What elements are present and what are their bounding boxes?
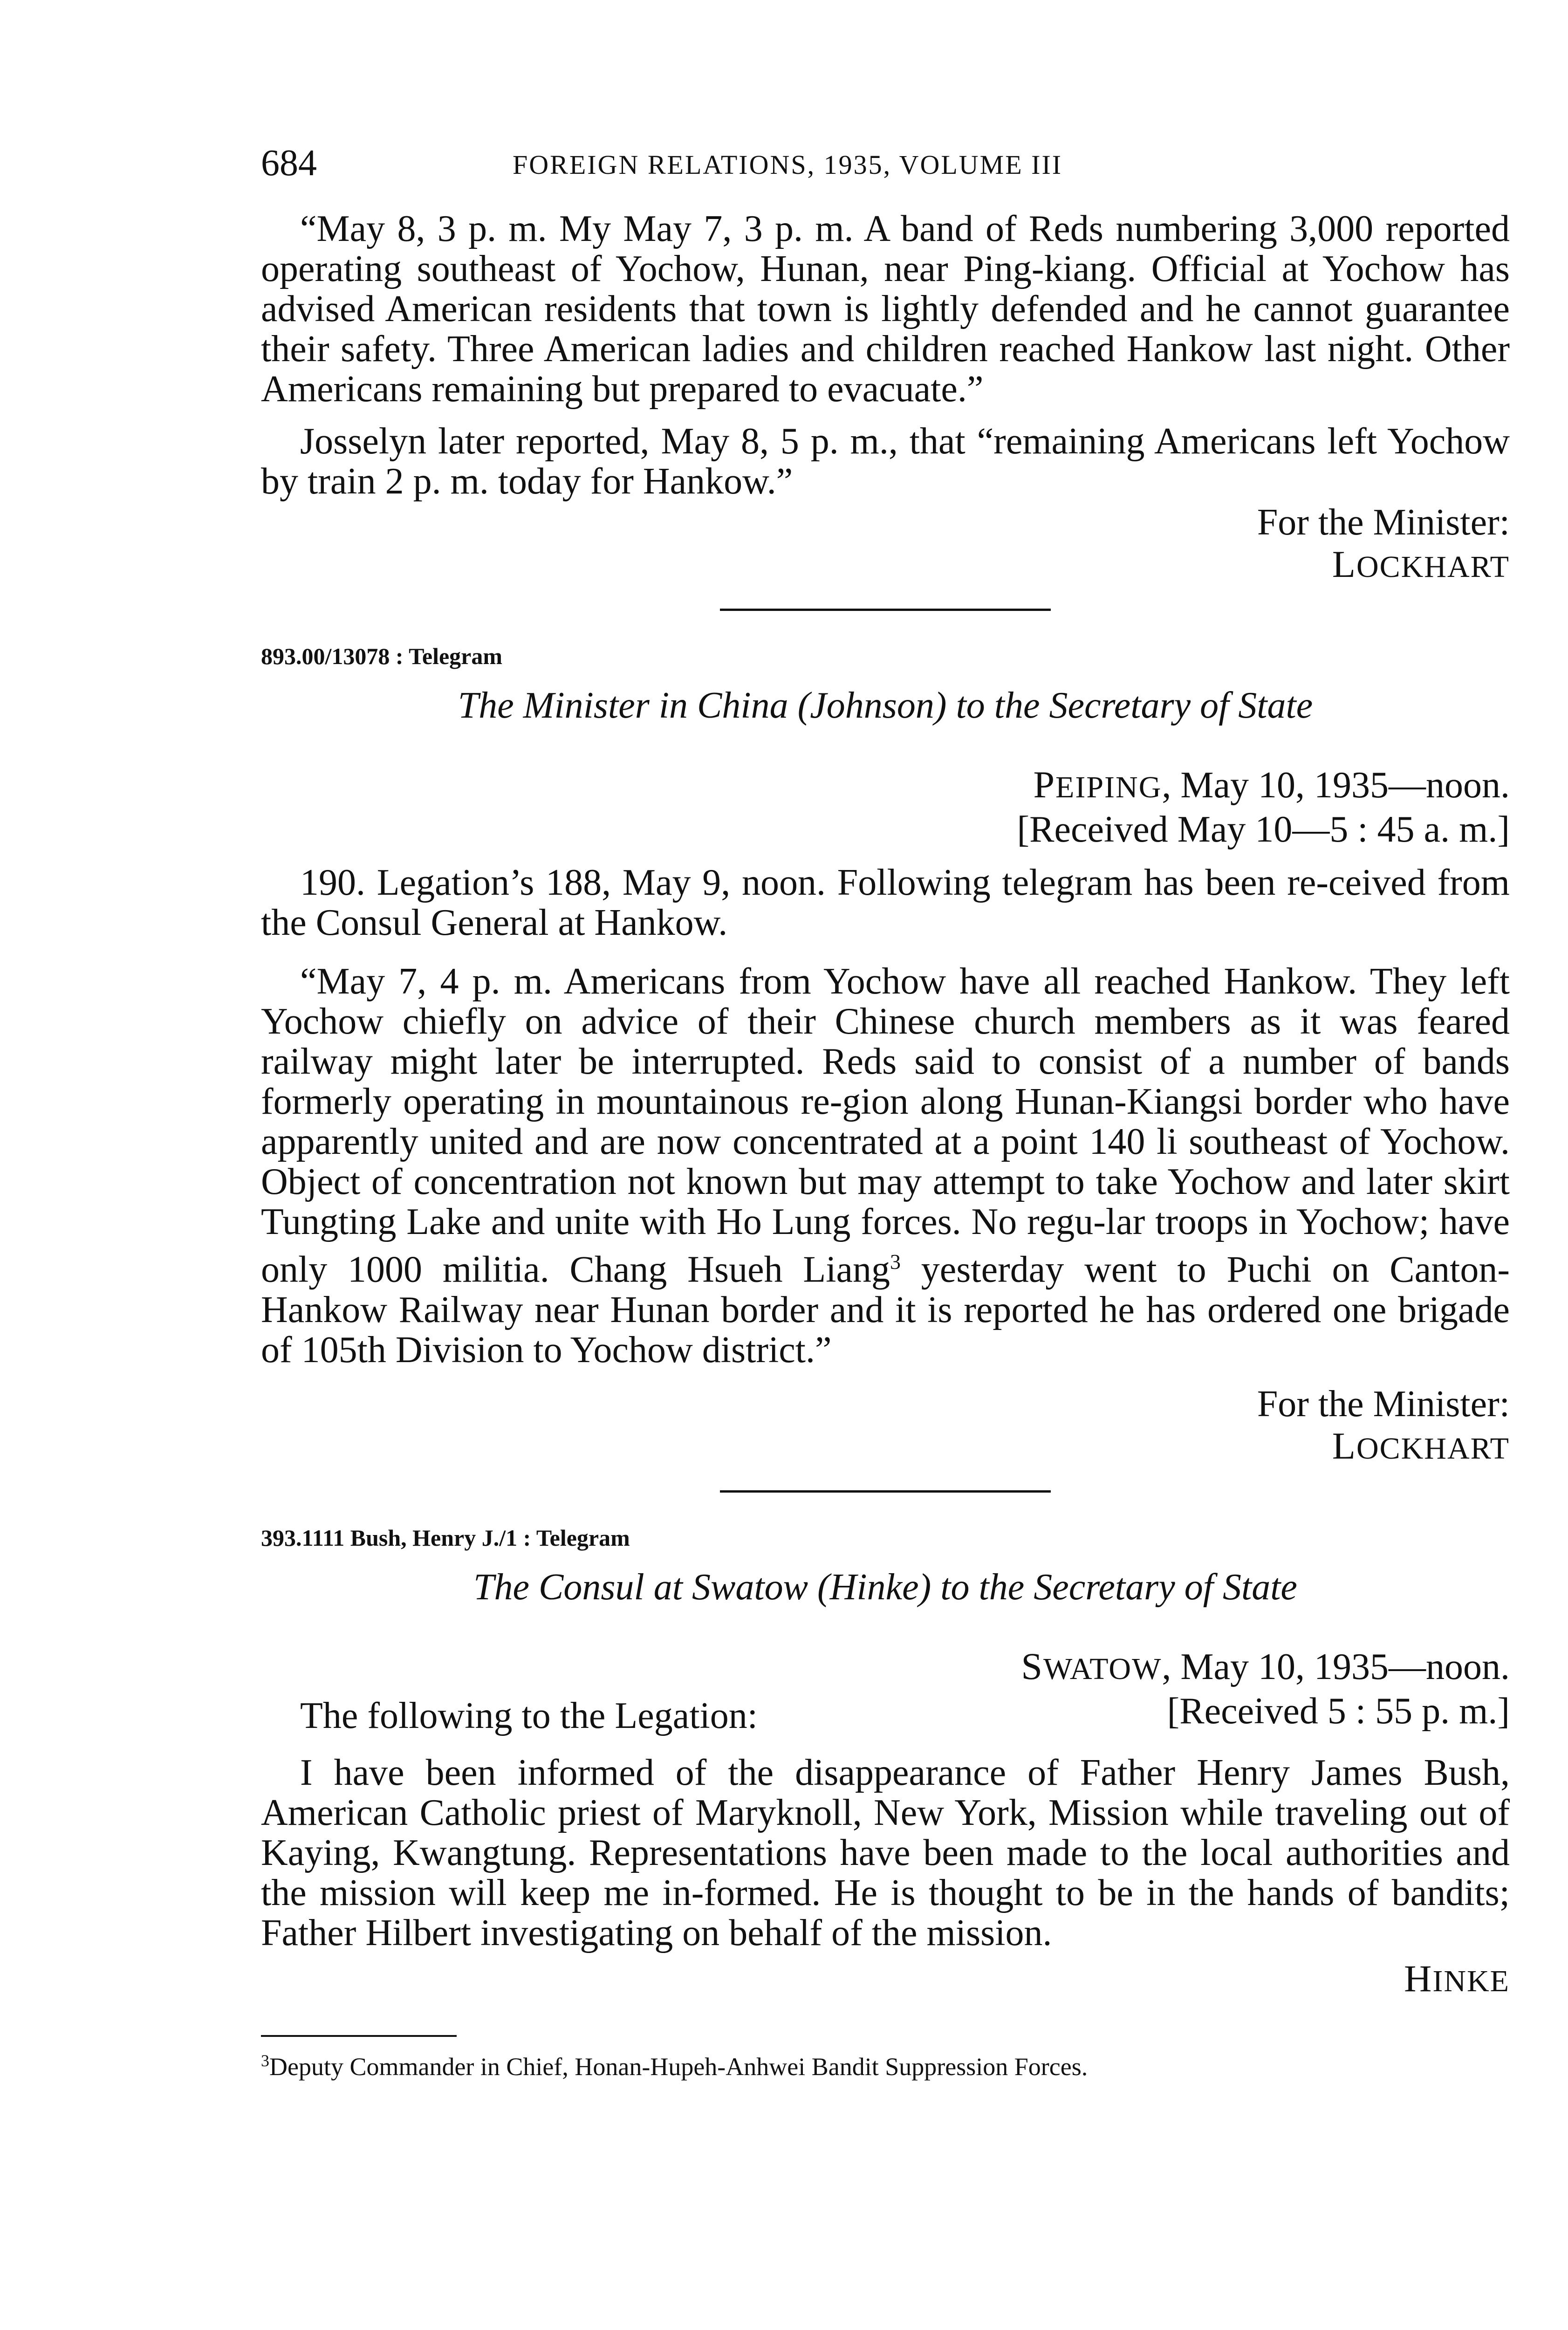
josselyn-followup-paragraph: Josselyn later reported, May 8, 5 p. m., that “remaining Americans left Yochow by train 2 p. m. today for Hankow.” — [261, 421, 1510, 502]
quote-text: “May 7, 4 p. m. Americans from Yochow have all reached Hankow. They left Yochow chiefly on advice of their Chinese church members as it was feared railway might later be interrupted. Reds said to consist of a number of bands formerly operating in mountainous re-gion along Hunan-Kiangsi border who have apparently united and are now concentrated at a point 140 li southeast of Yochow. Object of concentration not known but may attempt to take Yochow and later skirt Tungting Lake and unite with Ho Lung forces. No regu-lar troops in Yochow; have only 1000 militia. Chang Hsueh Liang — [261, 961, 1510, 1290]
footnote-reference: 3 — [890, 1250, 901, 1274]
signature-lockhart — [261, 543, 1510, 588]
dateline-place-rest: EIPING — [1055, 770, 1162, 804]
dateline-place-initial: S — [1021, 1645, 1043, 1687]
page-number: 684 — [261, 143, 317, 184]
quoted-telegram-may-7 — [261, 961, 1510, 1370]
closing-line: For the Minister: — [1257, 502, 1510, 543]
dateline-place-initial: P — [1033, 763, 1056, 806]
signature-hinke — [261, 1958, 1510, 2002]
received-line: [Received May 10—5 : 45 a. m.] — [1017, 809, 1510, 850]
dateline — [1021, 1645, 1510, 1690]
signature-initial: L — [1332, 1424, 1356, 1467]
section-divider — [720, 609, 1051, 611]
signature-lockhart — [261, 1425, 1510, 1470]
signature-rest: OCKHART — [1356, 550, 1510, 584]
dateline — [261, 764, 1510, 809]
document-title: The Consul at Swatow (Hinke) to the Secretary of State — [473, 1566, 1297, 1608]
telegram-body: I have been informed of the disappearance of Father Henry James Bush, American Catholic priest of Maryknoll, New York, Mission while traveling out of Kaying, Kwangtung. Representations have been made to the local authorities and the mission will keep me in-formed. He is thought to be in the hands of bandits; Father Hilbert investigating on behalf of the mission. — [261, 1752, 1510, 1953]
footnote-marker: 3 — [261, 2051, 269, 2070]
footnote — [261, 2045, 1510, 2082]
signature-initial: L — [1332, 543, 1356, 585]
running-title: FOREIGN RELATIONS, 1935, VOLUME III — [513, 150, 1063, 180]
document-page — [261, 140, 1510, 2330]
received-line: [Received 5 : 55 p. m.] — [1167, 1690, 1510, 1732]
closing-line: For the Minister: — [1257, 1383, 1510, 1425]
dateline-right — [1021, 1645, 1510, 1732]
quoted-telegram-may-8: “May 8, 3 p. m. My May 7, 3 p. m. A band of Reds numbering 3,000 reported operating southeast of Yochow, Hunan, near Ping-kiang. Official at Yochow has advised American residents that town is lightly defended and he cannot guarantee their safety. Three American ladies and children reached Hankow last night. Other Americans remaining but prepared to evacuate.” — [261, 208, 1510, 410]
file-reference: 893.00/13078 : Telegram — [261, 643, 503, 669]
running-header — [261, 140, 1510, 186]
signature-rest: OCKHART — [1356, 1431, 1510, 1466]
intro-line: The following to the Legation: — [300, 1695, 758, 1736]
footnote-divider — [261, 2035, 457, 2037]
dateline-date: , May 10, 1935—noon. — [1162, 765, 1510, 806]
signature-initial: H — [1404, 1957, 1433, 2000]
section-divider — [720, 1490, 1051, 1493]
file-reference: 393.1111 Bush, Henry J./1 : Telegram — [261, 1524, 630, 1551]
telegram-paragraph-190: 190. Legation’s 188, May 9, noon. Following telegram has been re-ceived from the Consul General at Hankow. — [261, 862, 1510, 943]
dateline-block — [261, 1645, 1510, 1734]
dateline-place-rest: WATOW — [1043, 1652, 1162, 1686]
quote-continuation: yesterday went to Puchi on Canton-Hankow Railway near Hunan border and it is reported he has ordered one brigade of 105th Division to Yochow district.” — [261, 1249, 1510, 1371]
signature-rest: INKE — [1432, 1964, 1510, 1998]
footnote-text: Deputy Commander in Chief, Honan-Hupeh-Anhwei Bandit Suppression Forces. — [269, 2052, 1088, 2081]
document-title: The Minister in China (Johnson) to the Secretary of State — [458, 685, 1313, 726]
dateline-date: , May 10, 1935—noon. — [1162, 1646, 1510, 1687]
